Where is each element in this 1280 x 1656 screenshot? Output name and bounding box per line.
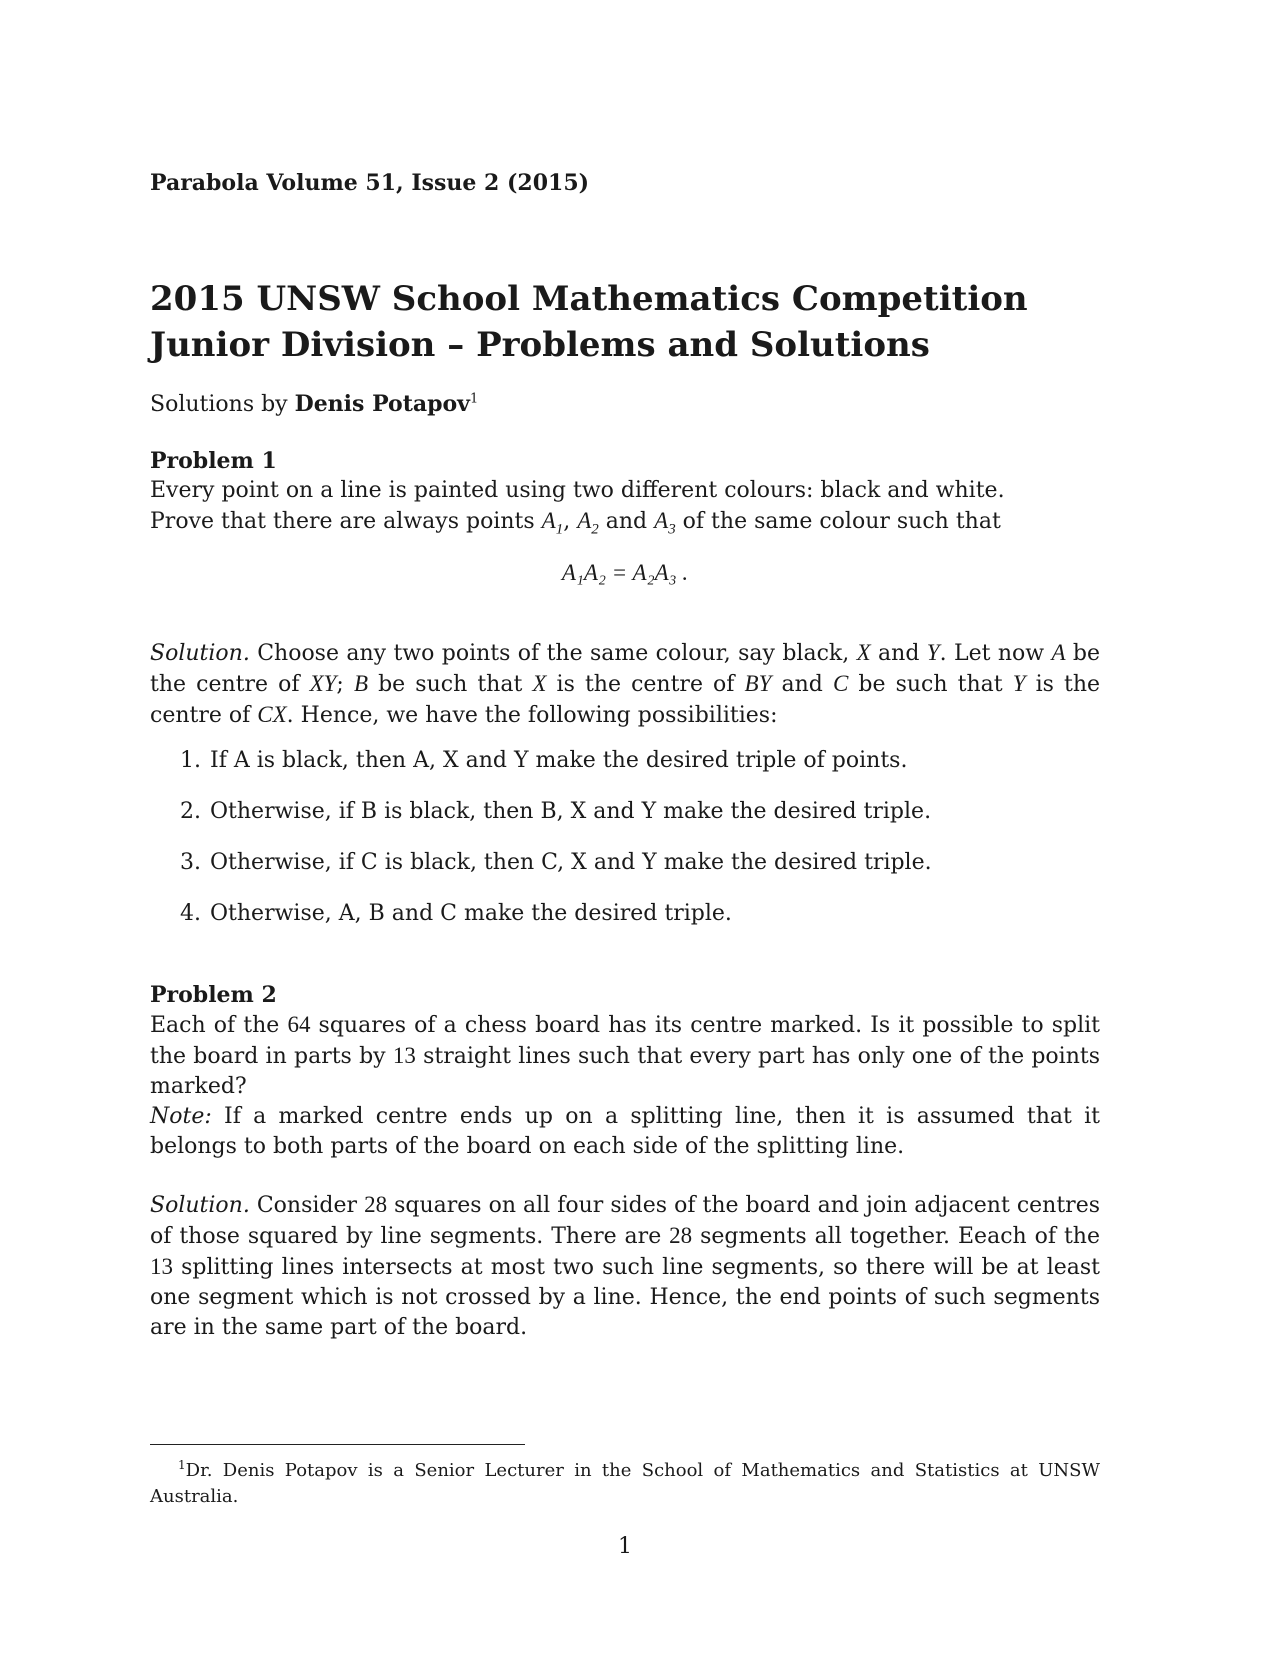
display-equation (150, 560, 1100, 586)
list-number: 3. (180, 850, 201, 875)
text-fragment: ; (336, 672, 354, 697)
paper-title (150, 276, 1028, 368)
list-text: Otherwise, if B is black, then B, X and Y make the desired triple. (210, 799, 932, 824)
problem-2 (150, 980, 1100, 1162)
text-fragment: . Hence, we have the following possibilities: (286, 703, 778, 728)
list-text: If A is black, then A, X and Y make the desired triple of points. (210, 748, 908, 773)
note-text: If a marked centre ends up on a splitting line, then it is assumed that it belongs to both parts of the board on each side of the splitting line. (150, 1104, 1100, 1159)
list-item (180, 848, 1080, 899)
problem-1-statement-line-2 (150, 506, 1100, 545)
problem-1-statement-line-1: Every point on a line is painted using two different colours: black and white. (150, 478, 1005, 503)
footnote-divider (150, 1444, 525, 1445)
text-fragment: and (598, 509, 655, 534)
list-item (180, 746, 1080, 797)
text-fragment: be such that (368, 672, 533, 697)
running-head: Parabola Volume 51, Issue 2 (2015) (150, 170, 590, 196)
list-item (180, 797, 1080, 848)
list-number: 4. (180, 901, 201, 926)
math-a1: $A_1$ (541, 508, 564, 538)
page-number: 1 (618, 1534, 632, 1559)
text-fragment: squares on all four sides of the board and join adjacent centres of those squared by line segments. There are (150, 1193, 1100, 1249)
problem-2-statement (150, 1010, 1100, 1102)
math-a3: $A_3$ (654, 508, 676, 538)
solution-label: Solution. (150, 1193, 250, 1218)
problem-2-heading: Problem 2 (150, 982, 277, 1008)
list-number: 2. (180, 799, 201, 824)
text-fragment: squares of a chess board has its centre marked. Is it possible to split the board in parts by (150, 1013, 1101, 1069)
problem-2-solution (150, 1190, 1100, 1343)
text-fragment: Consider (249, 1193, 365, 1218)
byline-prefix: Solutions by (150, 392, 295, 417)
paper-page (150, 0, 1100, 1656)
math-number: 64 (287, 1012, 311, 1037)
problem-1-solution (150, 638, 1100, 731)
list-item (180, 899, 1080, 950)
problem-1-heading: Problem 1 (150, 448, 277, 474)
text-fragment: and (771, 672, 833, 697)
text-fragment: is the centre of (546, 672, 745, 697)
problem-1 (150, 446, 1100, 545)
text-fragment: of the same colour such that (675, 509, 1001, 534)
text-fragment: and (870, 641, 927, 666)
list-text: Otherwise, if C is black, then C, X and Y make the desired triple. (210, 850, 932, 875)
problem-2-note (150, 1102, 1100, 1162)
text-fragment: , (563, 509, 578, 534)
text-fragment: . Let now (939, 641, 1052, 666)
title-line-2: Junior Division – Problems and Solutions (150, 325, 930, 365)
footnote-text: Dr. Denis Potapov is a Senior Lecturer in the School of Mathematics and Statistics at UNSW Australia. (150, 1460, 1100, 1507)
text-fragment: Each of the (150, 1013, 288, 1038)
math-number: 28 (669, 1223, 693, 1248)
text-fragment: Prove that there are always points (150, 509, 542, 534)
text-fragment: straight lines such that every part has only one of the points marked? (150, 1044, 1101, 1099)
list-number: 1. (180, 748, 201, 773)
text-fragment: is the centre of (150, 672, 1101, 728)
text-fragment: Choose any two points of the same colour, say black, (249, 641, 857, 666)
footnote (150, 1452, 1100, 1510)
footnote-reference: 1 (469, 391, 479, 407)
footnote-mark: 1 (178, 1458, 186, 1472)
text-fragment: segments all together. Eeach of the (692, 1224, 1100, 1249)
byline (150, 391, 478, 417)
solution-1-paragraph: Solution. Choose any two points of the same colour, say black, X and Y. Let now A be the centre of XY; B be such that X is the centre of BY and C be such that Y is the centre of CX. Hence, we have the following possibilities: (150, 640, 1101, 728)
text-fragment: be such that (848, 672, 1013, 697)
math-number: 13 (150, 1254, 173, 1279)
text-fragment: splitting lines intersects at most two such line segments, so there will be at least one segment which is not crossed by a line. Hence, the end points of such segments are in the same part of the board. (150, 1255, 1100, 1340)
text-fragment: be the centre of (150, 641, 1100, 697)
author-name: Denis Potapov (294, 391, 470, 417)
solution-label: Solution. (150, 641, 250, 666)
title-line-1: 2015 UNSW School Mathematics Competition (150, 279, 1028, 319)
solution-2-paragraph (150, 1190, 1100, 1343)
math-number: 28 (364, 1192, 388, 1217)
math-number: 13 (392, 1043, 416, 1068)
cases-list (180, 746, 1080, 950)
math-a2: $A_2$ (577, 508, 599, 538)
list-text: Otherwise, A, B and C make the desired triple. (210, 901, 732, 926)
note-label: Note: (150, 1104, 212, 1129)
equation-body: A₁A₂ = A₂A₃ . (561, 560, 689, 585)
